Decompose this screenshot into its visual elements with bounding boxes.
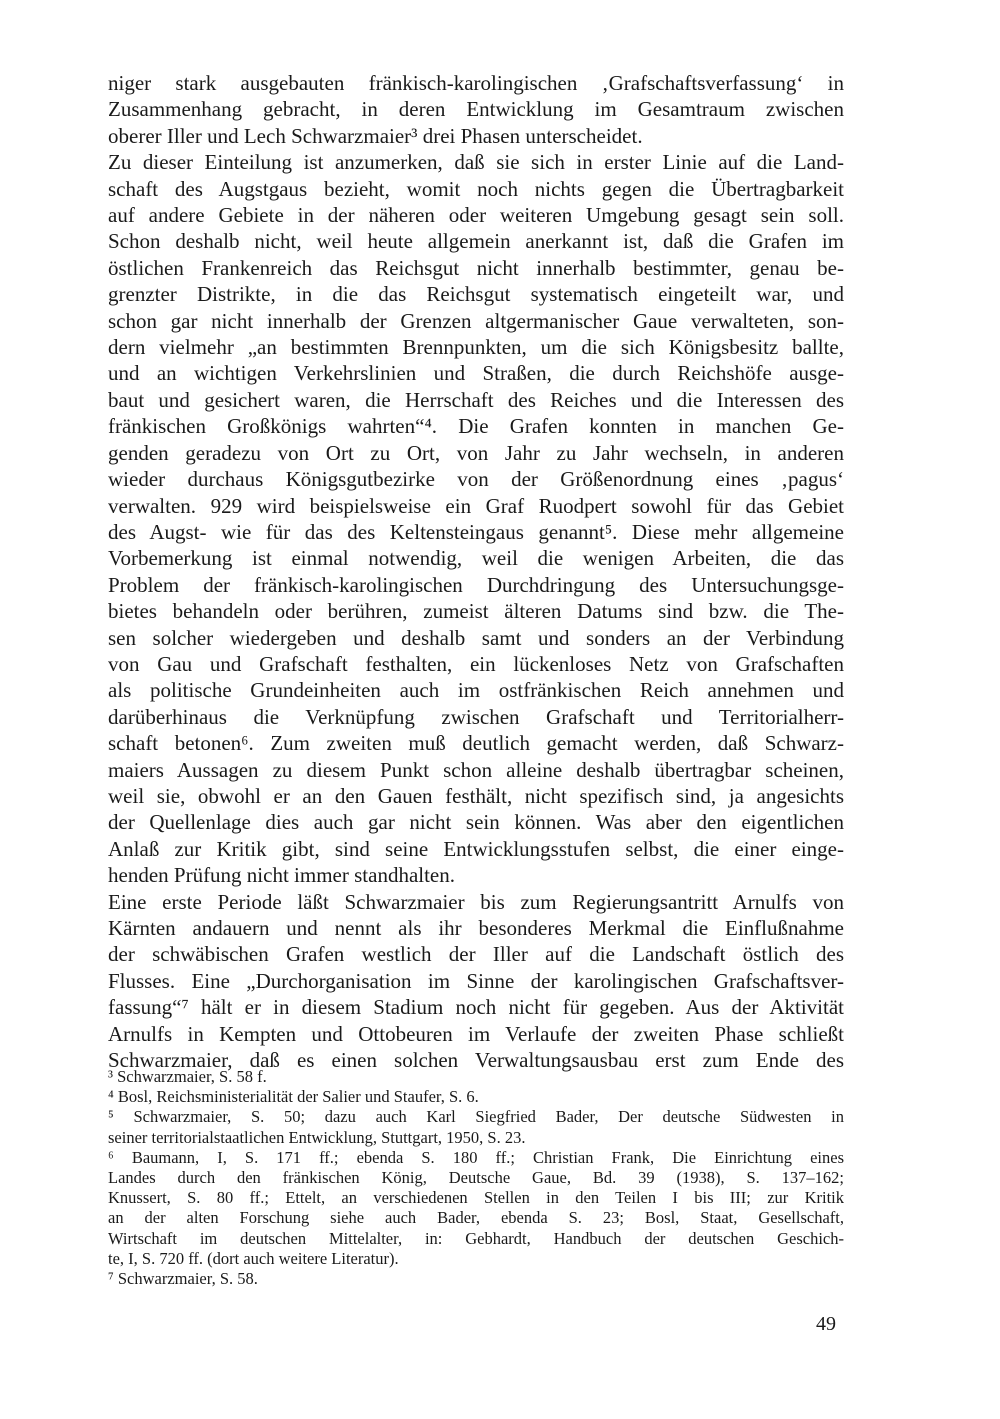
text-line: Problem der fränkisch-karolingischen Durchdringung des Untersuchungsge- xyxy=(108,572,844,597)
footnote-line: ⁷ Schwarzmaier, S. 58. xyxy=(108,1269,258,1289)
text-line: weil sie, obwohl er an den Gauen festhält, nicht spezifisch sind, ja angesichts xyxy=(108,783,844,808)
text-line: Zu dieser Einteilung ist anzumerken, daß sie sich in erster Linie auf die Land- xyxy=(108,150,844,175)
text-line: schaft betonen⁶. Zum zweiten muß deutlich gemacht werden, daß Schwarz- xyxy=(108,731,844,756)
footnote-5 xyxy=(108,1107,844,1147)
footnote-line: ³ Schwarzmaier, S. 58 f. xyxy=(108,1067,267,1086)
text-line: und an wichtigen Verkehrslinien und Straßen, die durch Reichshöfe ausge- xyxy=(108,361,844,386)
text-line: sen solcher wiedergeben und deshalb samt und sonders an der Verbindung xyxy=(108,625,844,650)
footnote-line: ⁵ Schwarzmaier, S. 50; dazu auch Karl Siegfried Bader, Der deutsche Südwesten in xyxy=(108,1107,844,1127)
footnote-4 xyxy=(108,1087,844,1107)
text-line: niger stark ausgebauten fränkisch-karolingischen ‚Grafschaftsverfassung‘ in xyxy=(108,71,844,95)
text-line: Anlaß zur Kritik gibt, sind seine Entwicklungsstufen selbst, die einer einge- xyxy=(108,836,844,861)
text-line: des Augst- wie für das des Keltensteingaus genannt⁵. Diese mehr allgemeine xyxy=(108,519,844,544)
footnote-line: Landes durch den fränkischen König, Deutsche Gaue, Bd. 39 (1938), S. 137–162; xyxy=(108,1168,844,1188)
text-line: Eine erste Periode läßt Schwarzmaier bis zum Regierungsantritt Arnulfs von xyxy=(108,889,844,914)
footnote-line: ⁶ Baumann, I, S. 171 ff.; ebenda S. 180 ff.; Christian Frank, Die Einrichtung eines xyxy=(108,1147,844,1167)
text-line: Vorbemerkung ist einmal notwendig, weil die wenigen Arbeiten, die das xyxy=(108,546,844,571)
text-line: wieder durchaus Königsgutbezirke von der Größenordnung eines ‚pagus‘ xyxy=(108,467,844,492)
text-line: verwalten. 929 wird beispielsweise ein Graf Ruodpert sowohl für das Gebiet xyxy=(108,493,844,518)
main-text-body xyxy=(108,70,844,1073)
footnote-line: Wirtschaft im deutschen Mittelalter, in: Gebhardt, Handbuch der deutschen Geschich- xyxy=(108,1228,844,1248)
text-line: der Quellenlage dies auch gar nicht sein können. Was aber den eigentlichen xyxy=(108,810,844,835)
text-line: Arnulfs in Kempten und Ottobeuren im Verlaufe der zweiten Phase schließt xyxy=(108,1021,844,1046)
paragraph-2 xyxy=(108,149,844,888)
page-number: 49 xyxy=(816,1313,836,1335)
text-line: grenzter Distrikte, in die das Reichsgut systematisch eingeteilt war, und xyxy=(108,282,844,307)
text-line: maiers Aussagen zu diesem Punkt schon alleine deshalb übertragbar scheinen, xyxy=(108,757,844,782)
text-line: Schwarzmaier, daß es einen solchen Verwaltungsausbau erst zum Ende des xyxy=(108,1048,844,1073)
text-line: der schwäbischen Grafen westlich der Iller auf die Landschaft östlich des xyxy=(108,942,844,967)
text-line: von Gau und Grafschaft festhalten, ein lückenloses Netz von Grafschaften xyxy=(108,651,844,676)
paragraph-1 xyxy=(108,70,844,149)
text-line: Schon deshalb nicht, weil heute allgemein anerkannt ist, daß die Grafen im xyxy=(108,229,844,254)
footnote-line: ⁴ Bosl, Reichsministerialität der Salier und Staufer, S. 6. xyxy=(108,1087,479,1107)
text-line: auf andere Gebiete in der näheren oder weiteren Umgebung gesagt sein soll. xyxy=(108,203,844,228)
text-line: bietes behandeln oder berühren, zumeist älteren Datums sind bzw. die The- xyxy=(108,599,844,624)
text-line: schon gar nicht innerhalb der Grenzen altgermanischer Gaue verwalteten, son- xyxy=(108,308,844,333)
footnote-3 xyxy=(108,1067,844,1087)
footnotes xyxy=(108,1067,844,1289)
main-text xyxy=(108,70,844,1073)
text-line: henden Prüfung nicht immer standhalten. xyxy=(108,863,456,888)
footnote-line: Knussert, S. 80 ff.; Ettelt, an verschiedenen Stellen in den Teilen I bis III; zur Kritik xyxy=(108,1188,844,1208)
footnote-line: an der alten Forschung siehe auch Bader, ebenda S. 23; Bosl, Staat, Gesellschaft, xyxy=(108,1208,844,1228)
text-line: als politische Grundeinheiten auch im ostfränkischen Reich annehmen und xyxy=(108,678,844,703)
text-line: Kärnten andauern und nennt als ihr besonderes Merkmal die Einflußnahme xyxy=(108,916,844,940)
footnote-7 xyxy=(108,1269,844,1289)
text-line: östlichen Frankenreich das Reichsgut nicht innerhalb bestimmter, genau be- xyxy=(108,255,844,280)
text-line: fränkischen Großkönigs wahrten“⁴. Die Grafen konnten in manchen Ge- xyxy=(108,414,844,439)
text-line: fassung“⁷ hält er in diesem Stadium noch nicht für gegeben. Aus der Aktivität xyxy=(108,995,844,1020)
text-line: dern vielmehr „an bestimmten Brennpunkten, um die sich Königsbesitz ballte, xyxy=(108,335,844,360)
footnote-6 xyxy=(108,1148,844,1269)
text-line: oberer Iller und Lech Schwarzmaier³ drei Phasen unterscheidet. xyxy=(108,123,643,148)
text-line: darüberhinaus die Verknüpfung zwischen Grafschaft und Territorialherr- xyxy=(108,704,844,729)
text-line: Flusses. Eine „Durchorganisation im Sinne der karolingischen Grafschaftsver- xyxy=(108,968,844,993)
text-line: schaft des Augstgaus bezieht, womit noch nichts gegen die Übertragbarkeit xyxy=(108,176,844,201)
text-line: Zusammenhang gebracht, in deren Entwicklung im Gesamtraum zwischen xyxy=(108,97,844,122)
text-line: genden geradezu von Ort zu Ort, von Jahr zu Jahr wechseln, in anderen xyxy=(108,440,844,465)
paragraph-3 xyxy=(108,889,844,1074)
text-line: baut und gesichert waren, die Herrschaft des Reiches und die Interessen des xyxy=(108,387,844,412)
footnote-line: seiner territorialstaatlichen Entwicklung, Stuttgart, 1950, S. 23. xyxy=(108,1127,526,1147)
footnote-line: te, I, S. 720 ff. (dort auch weitere Literatur). xyxy=(108,1248,399,1268)
